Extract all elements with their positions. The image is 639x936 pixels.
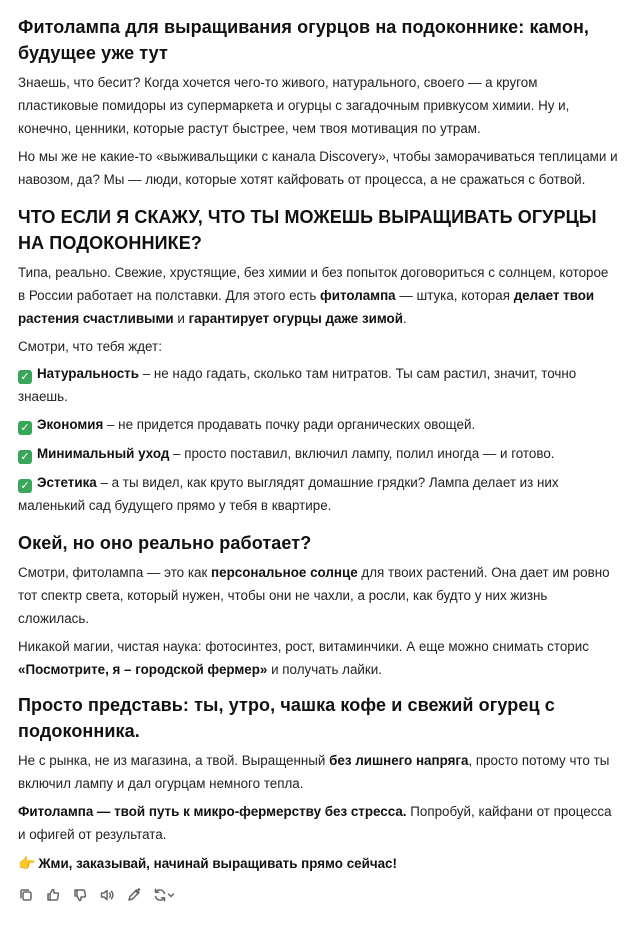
paragraph-intro: Знаешь, что бесит? Когда хочется чего-то живого, натурального, своего — а кругом пластиковые помидоры из супермаркета и огурцы с загадочным привкусом химии. Ну и, конечно, ценники, которые растут быстрее, чем твоя мотивация по утрам.	[18, 75, 570, 136]
paragraph-look: Смотри, что тебя ждет:	[18, 339, 162, 354]
checklist-item: ✓ Минимальный уход – просто поставил, включил лампу, полил иногда — и готово.	[18, 442, 618, 465]
call-to-action: 👉 Жми, заказывай, начинай выращивать прямо сейчас!	[18, 855, 397, 871]
checklist-item: ✓ Экономия – не придется продавать почку ради органических овощей.	[18, 413, 618, 436]
heading-windowsill: ЧТО ЕСЛИ Я СКАЖУ, ЧТО ТЫ МОЖЕШЬ ВЫРАЩИВАТЬ ОГУРЦЫ НА ПОДОКОННИКЕ?	[18, 207, 597, 253]
paragraph-yours: Не с рынка, не из магазина, а твой. Выращенный без лишнего напряга, просто потому что ты включил лампу и дал огурцам немного тепла.	[18, 753, 610, 791]
check-mark-icon: ✓	[18, 450, 32, 464]
heading-does-it-work: Окей, но оно реально работает?	[18, 533, 312, 553]
thumbs-down-icon[interactable]	[70, 885, 90, 905]
bold-happy-plants: делает твои растения счастливыми	[18, 288, 595, 326]
edit-icon[interactable]	[124, 885, 144, 905]
article-title: Фитолампа для выращивания огурцов на подоконнике: камон, будущее уже тут	[18, 17, 590, 63]
regenerate-icon[interactable]	[151, 885, 177, 905]
bold-phytolamp: фитолампа	[320, 288, 396, 303]
thumbs-up-icon[interactable]	[43, 885, 63, 905]
check-mark-icon: ✓	[18, 479, 32, 493]
paragraph-micro-farming: Фитолампа — твой путь к микро-фермерству без стресса. Попробуй, кайфани от процесса и офигей от результата.	[18, 804, 612, 842]
paragraph-science: Никакой магии, чистая наука: фотосинтез, рост, витаминчики. А еще можно снимать сторис «Посмотрите, я – городской фермер» и получать лайки.	[18, 639, 589, 677]
checklist-item: ✓ Эстетика – а ты видел, как круто выглядят домашние грядки? Лампа делает из них маленький сад будущего прямо у тебя в квартире.	[18, 475, 559, 513]
bold-winter-cucumbers: гарантирует огурцы даже зимой	[188, 311, 403, 326]
speaker-icon[interactable]	[97, 885, 117, 905]
paragraph-phytolamp: Типа, реально. Свежие, хрустящие, без химии и без попыток договориться с солнцем, которое в России работает на полставки. Для этого есть фитолампа — штука, которая делает твои растения счастливыми и гарантирует огурцы даже зимой.	[18, 265, 609, 326]
copy-icon[interactable]	[16, 885, 36, 905]
paragraph-discovery: Но мы же не какие-то «выживальщики с канала Discovery», чтобы заморачиваться теплицами и навозом, да? Мы — люди, которые хотят кайфовать от процесса, а не сражаться с ботвой.	[18, 149, 618, 187]
heading-imagine: Просто представь: ты, утро, чашка кофе и свежий огурец с подоконника.	[18, 695, 555, 741]
paragraph-personal-sun: Смотри, фитолампа — это как персональное солнце для твоих растений. Она дает им ровно тот спектр света, который нужен, чтобы они не чахли, а росли, как будто у них жизнь сложилась.	[18, 565, 610, 626]
check-mark-icon: ✓	[18, 421, 32, 435]
checklist-item: ✓ Натуральность – не надо гадать, сколько там нитратов. Ты сам растил, значит, точно знаешь.	[18, 366, 577, 404]
pointing-hand-icon: 👉	[18, 855, 36, 871]
message-actions-toolbar	[16, 885, 177, 905]
check-mark-icon: ✓	[18, 370, 32, 384]
